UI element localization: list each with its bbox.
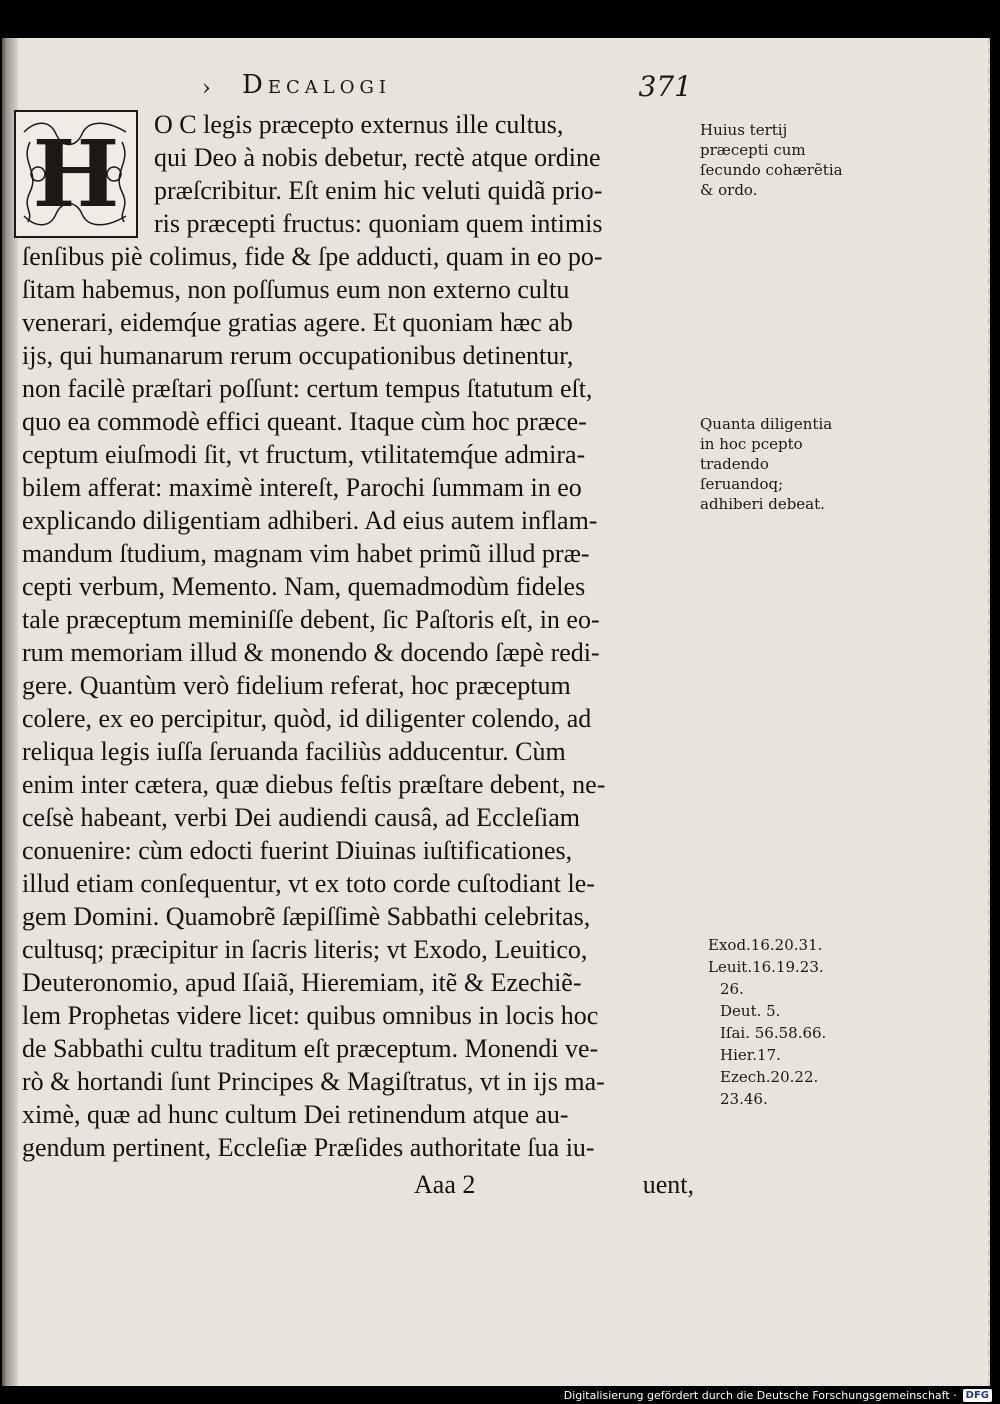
text-line: conuenire: cùm edocti fuerint Diuinas iuſtificationes, [22,836,573,865]
book-page [2,38,990,1386]
dfg-logo: DFG [963,1389,992,1402]
text-line: qui Deo à nobis debetur, rectè atque ordine [154,143,601,172]
text-line: præſcribitur. Eſt enim hic veluti quidã prio- [154,176,603,205]
reference-line: 26. [720,980,744,998]
text-line: illud etiam conſequentur, vt ex toto corde cuſtodiant le- [22,869,595,898]
text-line: ximè, quæ ad hunc cultum Dei retinendum atque au- [22,1100,569,1129]
text-line: ceſsè habeant, verbi Dei audiendi causâ, ad Eccleſiam [22,803,581,832]
text-line: mandum ſtudium, magnam vim habet primũ illud præ- [22,539,590,568]
reference-line: Iſai. 56.58.66. [720,1024,827,1042]
scripture-references [708,934,848,1110]
text-line: rò & hortandi ſunt Principes & Magiſtratus, vt in ijs ma- [22,1067,605,1096]
text-line: tale præceptum meminiſſe debent, ſic Paſtoris eſt, in eo- [22,605,600,634]
credit-text: Digitalisierung gefördert durch die Deutsche Forschungsgemeinschaft · [563,1388,957,1402]
text-line: ijs, qui humanarum rerum occupationibus detinentur, [22,341,574,370]
text-line: lem Prophetas videre licet: quibus omnibus in locis hoc [22,1001,599,1030]
reference-line: Leuit.16.19.23. [708,958,824,976]
reference-line: Ezech.20.22. [720,1068,819,1086]
text-line: cepti verbum, Memento. Nam, quemadmodùm fideles [22,572,586,601]
reference-line: Deut. 5. [720,1002,781,1020]
text-line: bilem afferat: maximè intereſt, Parochi ſummam in eo [22,473,582,502]
text-line: gendum pertinent, Eccleſiæ Præſides authoritate ſua iu- [22,1133,595,1162]
running-title: Decalogi [242,70,391,100]
text-line: cultusq; præcipitur in ſacris literis; vt Exodo, Leuitico, [22,935,588,964]
text-line: Deuteronomio, apud Iſaiã, Hieremiam, itẽ & Ezechiẽ- [22,968,582,997]
text-line: venerari, eidemq́ue gratias agere. Et quoniam hæc ab [22,308,573,337]
page-spine-shadow [2,38,18,1386]
header-mark: › [202,76,211,101]
text-line: non facilè præſtari poſſunt: certum tempus ſtatutum eſt, [22,374,593,403]
digitization-credit [564,1386,992,1404]
page-footer-line [22,1170,694,1204]
initial-letter: H [32,120,120,228]
text-line: O C legis præcepto externus ille cultus, [154,110,564,139]
text-line: reliqua legis iuſſa ſeruanda faciliùs adducentur. Cùm [22,737,566,766]
text-line: gere. Quantùm verò fidelium referat, hoc præceptum [22,671,571,700]
reference-line: 23.46. [720,1090,768,1108]
text-line: colere, ex eo percipitur, quòd, id diligenter colendo, ad [22,704,592,733]
text-line: de Sabbathi cultu traditum eſt præceptum. Monendi ve- [22,1034,599,1063]
text-line: ceptum eiuſmodi ſit, vt fructum, vtilitatemq́ue admira- [22,440,586,469]
text-line: enim inter cætera, quæ diebus feſtis præſtare debent, ne- [22,770,606,799]
running-header [192,70,692,110]
text-line: gem Domini. Quamobrẽ ſæpiſſimè Sabbathi celebritas, [22,902,591,931]
reference-line: Exod.16.20.31. [708,936,823,954]
text-line: ris præcepti fructus: quoniam quem intimis [154,209,603,238]
margin-note-diligence: Quanta diligentia in hoc pcepto tradendo ſeruandoq; adhiberi debeat. [700,415,833,513]
margin-note-coherence: Huius tertij præcepti cum ſecundo cohærẽtia & ordo. [700,121,843,199]
text-line: rum memoriam illud & monendo & docendo ſæpè redi- [22,638,600,667]
page-number: 371 [638,70,692,103]
catchword: uent, [642,1170,694,1199]
text-line: ſenſibus piè colimus, fide & ſpe adducti, quam in eo po- [22,242,603,271]
text-line: ſitam habemus, non poſſumus eum non externo cultu [22,275,570,304]
reference-line: Hier.17. [720,1046,781,1064]
text-line: quo ea commodè effici queant. Itaque cùm hoc præce- [22,407,587,436]
main-text-block [22,108,694,1164]
text-line: explicando diligentiam adhiberi. Ad eius autem inflam- [22,506,598,535]
signature-mark: Aaa 2 [414,1170,476,1199]
